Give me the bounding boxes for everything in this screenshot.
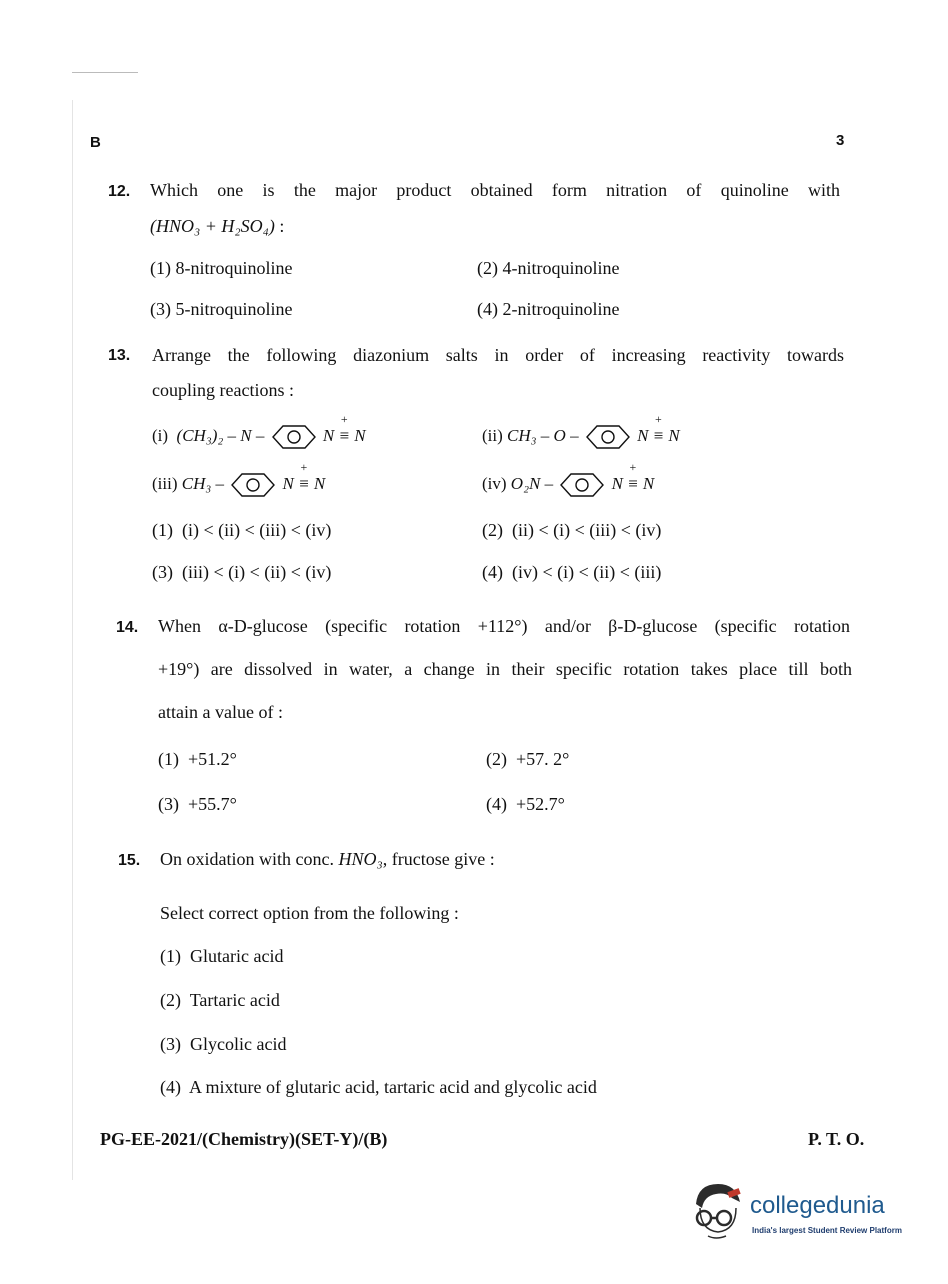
brand-name: collegedunia: [750, 1192, 885, 1219]
benzene-ring-icon: [559, 472, 605, 498]
q14-option-1: (1) +51.2°: [158, 749, 237, 769]
diazo-group: + N ≡ N: [611, 459, 655, 493]
q12-number: 12.: [108, 183, 131, 200]
q15-option-2: (2) Tartaric acid: [160, 990, 280, 1010]
benzene-ring-icon: [271, 424, 317, 450]
q12-option-1: (1) 8-nitroquinoline: [150, 258, 293, 278]
q14-number: 14.: [116, 619, 139, 636]
q13-option-4: (4) (iv) < (i) < (ii) < (iii): [482, 562, 662, 582]
q14-line3: attain a value of :: [158, 702, 283, 722]
q13-line2: coupling reactions :: [152, 380, 294, 400]
benzene-ring-icon: [230, 472, 276, 498]
footer-pto: P. T. O.: [808, 1129, 865, 1149]
q15-option-4: (4) A mixture of glutaric acid, tartaric acid and glycolic acid: [160, 1077, 597, 1097]
q12-colon: :: [279, 216, 285, 236]
q13-option-2: (2) (ii) < (i) < (iii) < (iv): [482, 520, 662, 540]
q13-line1: Arrange the following diazonium salts in order of increasing reactivity towards: [152, 345, 844, 365]
page-number: 3: [836, 132, 845, 149]
q15-instruction: Select correct option from the following :: [160, 903, 459, 923]
q14-option-2: (2) +57. 2°: [486, 749, 570, 769]
benzene-ring-icon: [585, 424, 631, 450]
q12-reagent: (HNO₃ + H₂SO₄): [150, 216, 275, 236]
q12-reagent-line: [150, 216, 284, 237]
q15-text: On oxidation with conc. HNO₃, fructose give :: [160, 849, 495, 869]
q15-option-1: (1) Glutaric acid: [160, 946, 284, 966]
q12-text: Which one is the major product obtained form nitration of quinoline with: [150, 180, 840, 200]
mascot-logo-icon: [686, 1178, 750, 1242]
diazo-group: + N ≡ N: [637, 411, 680, 445]
brand-tagline: India's largest Student Review Platform: [752, 1226, 902, 1235]
q14-option-4: (4) +52.7°: [486, 794, 565, 814]
q13-salt-iii: (iii) CH₃ – + N ≡ N: [152, 472, 325, 498]
diazo-group: + N ≡ N: [322, 411, 366, 445]
q13-number: 13.: [108, 347, 131, 364]
q15-option-3: (3) Glycolic acid: [160, 1034, 287, 1054]
q13-option-3: (3) (iii) < (i) < (ii) < (iv): [152, 562, 332, 582]
scan-edge-left: [72, 100, 73, 1180]
q13-salt-i: (i) (CH₃)₂ – N – + N ≡ N: [152, 424, 366, 450]
q12-option-4: (4) 2-nitroquinoline: [477, 299, 620, 319]
q14-line2: +19°) are dissolved in water, a change in their specific rotation takes place till both: [158, 659, 852, 679]
diazo-group: + N ≡ N: [282, 459, 326, 493]
q13-option-1: (1) (i) < (ii) < (iii) < (iv): [152, 520, 332, 540]
set-label: B: [90, 134, 101, 151]
q13-salt-iv: (iv) O₂N – + N ≡ N: [482, 472, 654, 498]
q14-line1: When α-D-glucose (specific rotation +112°) and/or β-D-glucose (specific rotation: [158, 616, 850, 636]
footer-exam-code: PG-EE-2021/(Chemistry)(SET-Y)/(B): [100, 1129, 388, 1149]
q13-salt-ii: (ii) CH₃ – O – + N ≡ N: [482, 424, 680, 450]
q12-option-3: (3) 5-nitroquinoline: [150, 299, 293, 319]
collegedunia-watermark: [686, 1178, 922, 1248]
q14-option-3: (3) +55.7°: [158, 794, 237, 814]
q12-option-2: (2) 4-nitroquinoline: [477, 258, 620, 278]
q15-number: 15.: [118, 852, 141, 869]
scan-edge-line: [72, 72, 138, 73]
